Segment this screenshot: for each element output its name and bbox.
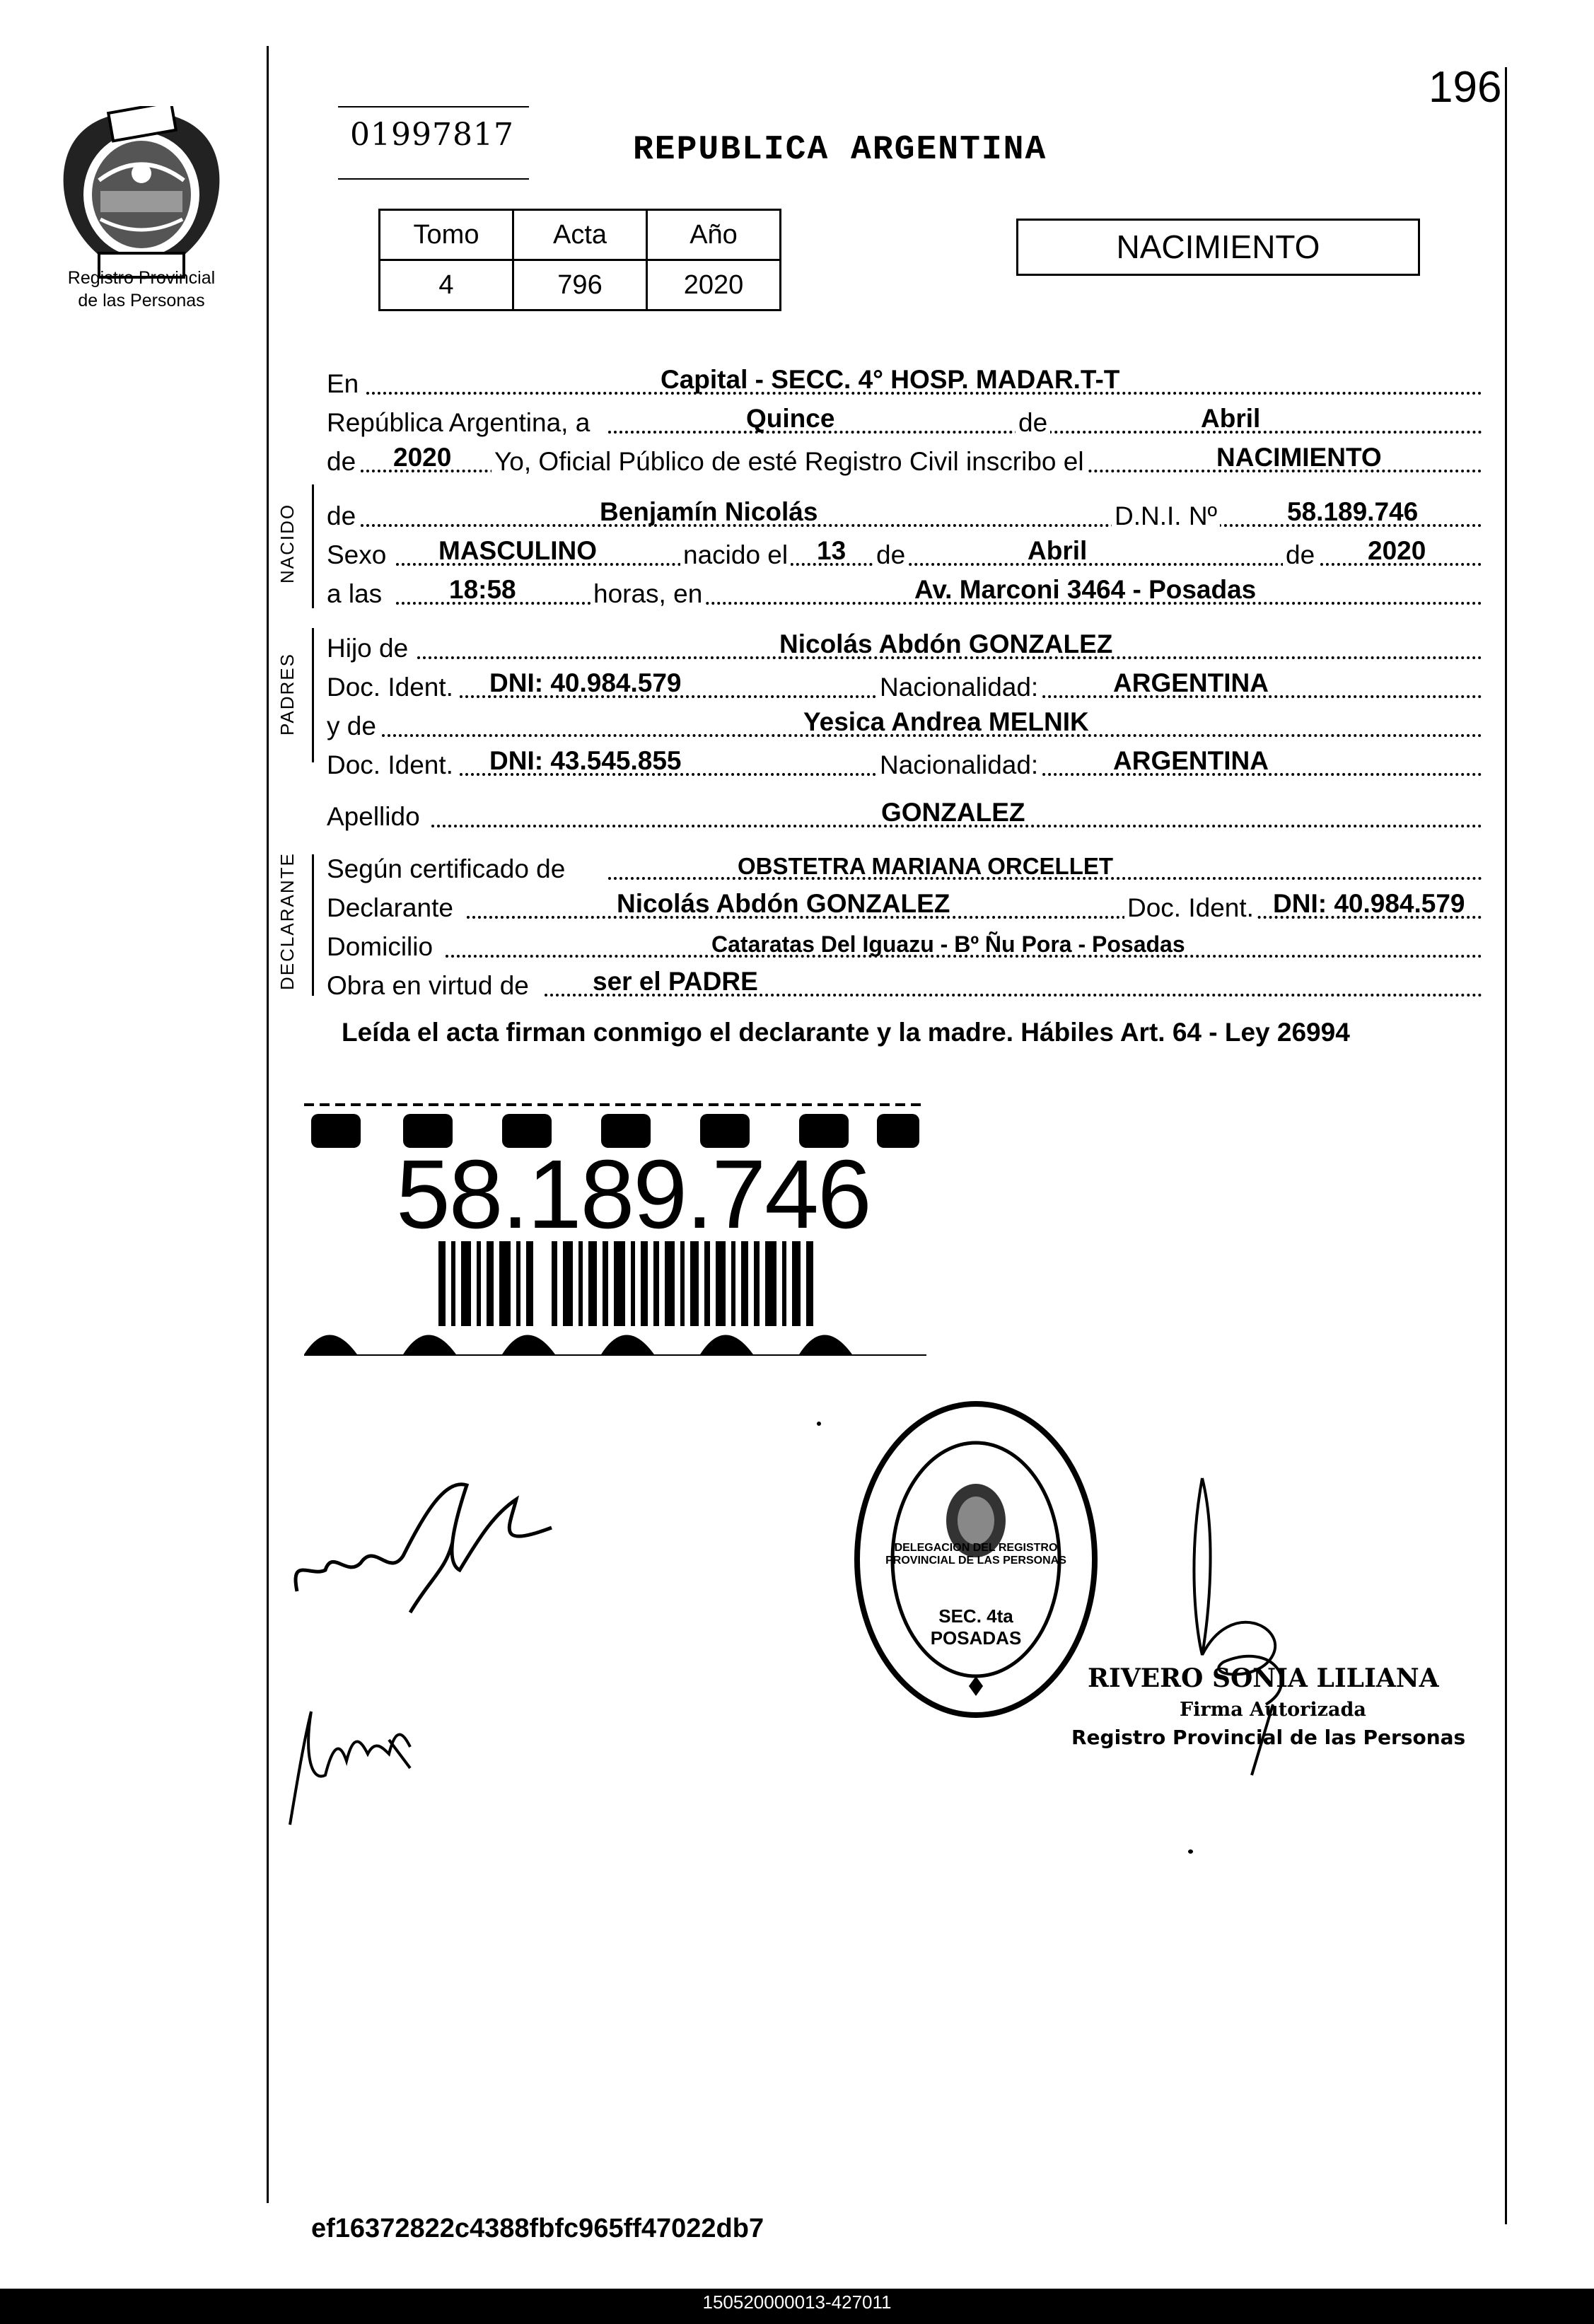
ano-value: 2020 xyxy=(647,260,781,310)
birth-day: 13 xyxy=(817,536,847,565)
padres-bar xyxy=(312,628,314,762)
tomo-value: 4 xyxy=(380,260,513,310)
birth-de2-label: de xyxy=(1283,540,1317,570)
speck xyxy=(1188,1849,1193,1854)
hijo-de-label: Hijo de xyxy=(327,634,411,663)
row-y-de xyxy=(325,702,1482,741)
birth-month: Abril xyxy=(1028,536,1088,565)
mother-doc: DNI: 43.545.855 xyxy=(489,746,682,775)
document-title: REPUBLICA ARGENTINA xyxy=(633,131,1047,169)
row-mother-doc xyxy=(325,740,1482,780)
left-margin-line xyxy=(267,46,269,2203)
row-year xyxy=(325,437,1482,477)
mother-signature xyxy=(269,1697,424,1832)
registry-table-header-row xyxy=(380,210,781,260)
nacido-el-label: nacido el xyxy=(680,540,791,570)
footer-code: 150520000013-427011 xyxy=(702,2291,892,2313)
mother-nationality: ARGENTINA xyxy=(1113,746,1269,775)
row-declarante xyxy=(325,883,1482,923)
signer-org: Registro Provincial de las Personas xyxy=(1071,1726,1466,1749)
father-doc-label: Doc. Ident. xyxy=(327,673,456,702)
misiones-seal-logo xyxy=(50,106,233,283)
dni-label: D.N.I. Nº xyxy=(1112,501,1220,531)
row-hijo-de xyxy=(325,624,1482,663)
logo-caption-line1: Registro Provincial xyxy=(67,268,216,288)
nacido-section-label: NACIDO xyxy=(277,503,298,583)
sticker-dni-number: 58.189.746 xyxy=(396,1140,871,1249)
domicilio-value: Cataratas Del Iguazu - Bº Ñu Pora - Posadas xyxy=(711,931,1185,957)
ano-header: Año xyxy=(647,210,781,260)
obra-label: Obra en virtud de xyxy=(327,971,532,1001)
nacido-bar xyxy=(312,484,314,608)
father-nac-label: Nacionalidad: xyxy=(877,673,1041,702)
declarante-bar xyxy=(312,854,314,996)
row-domicilio xyxy=(325,922,1482,962)
sexo-label: Sexo xyxy=(327,540,389,570)
serial-underline xyxy=(338,178,529,180)
apellido-value: GONZALEZ xyxy=(881,798,1025,827)
page-number: 196 xyxy=(1429,63,1502,112)
row-en xyxy=(325,359,1482,399)
oficial-text: Yo, Oficial Público de esté Registro Civil inscribo el xyxy=(491,447,1087,477)
day-value: Quince xyxy=(746,404,835,433)
declarante-doc-label: Doc. Ident. xyxy=(1124,893,1257,923)
child-dni: 58.189.746 xyxy=(1287,497,1419,526)
father-doc: DNI: 40.984.579 xyxy=(489,668,682,697)
row-hora xyxy=(325,569,1482,609)
de2-label: de xyxy=(327,447,359,477)
certificado-label: Según certificado de xyxy=(327,854,568,884)
row-nacido-name xyxy=(325,492,1482,531)
signer-role: Firma Autorizada xyxy=(1180,1699,1366,1721)
record-type-box: NACIMIENTO xyxy=(1016,219,1420,276)
horas-en-label: horas, en xyxy=(591,579,705,609)
stamp-inner-text: SEC. 4ta POSADAS xyxy=(930,1605,1022,1649)
signer-name: RIVERO SONIA LILIANA xyxy=(1088,1663,1439,1693)
obra-value: ser el PADRE xyxy=(593,967,758,996)
inscribo-value: NACIMIENTO xyxy=(1216,443,1382,472)
mother-nac-label: Nacionalidad: xyxy=(877,750,1041,780)
nacido-de-label: de xyxy=(327,501,359,531)
declarante-label: Declarante xyxy=(327,893,456,923)
registry-table xyxy=(378,209,781,311)
speck xyxy=(817,1422,821,1426)
father-name: Nicolás Abdón GONZALEZ xyxy=(779,629,1113,658)
padres-section-label: PADRES xyxy=(277,653,298,736)
birth-year: 2020 xyxy=(1368,536,1426,565)
en-value: Capital - SECC. 4° HOSP. MADAR.T-T xyxy=(661,365,1120,394)
month-value: Abril xyxy=(1201,404,1261,433)
closing-statement: Leída el acta firman conmigo el declarante y la madre. Hábiles Art. 64 - Ley 26994 xyxy=(342,1018,1350,1047)
registry-table-value-row xyxy=(380,260,781,310)
a-las-label: a las xyxy=(327,579,385,609)
declarante-signature xyxy=(283,1471,580,1634)
logo-caption-line2: de las Personas xyxy=(78,291,205,310)
declarante-value: Nicolás Abdón GONZALEZ xyxy=(617,889,950,918)
acta-header: Acta xyxy=(513,210,647,260)
acta-value: 796 xyxy=(513,260,647,310)
row-sexo xyxy=(325,530,1482,570)
birth-place: Av. Marconi 3464 - Posadas xyxy=(914,575,1257,604)
serial-top-line xyxy=(338,106,529,108)
apellido-label: Apellido xyxy=(327,802,423,832)
row-obra xyxy=(325,961,1482,1001)
row-apellido xyxy=(325,792,1482,832)
child-name: Benjamín Nicolás xyxy=(600,497,818,526)
declarante-doc: DNI: 40.984.579 xyxy=(1273,889,1465,918)
tomo-header: Tomo xyxy=(380,210,513,260)
row-republica xyxy=(325,398,1482,438)
row-certificado xyxy=(325,844,1482,884)
birth-de-label: de xyxy=(873,540,908,570)
sexo-value: MASCULINO xyxy=(438,536,598,565)
year-value: 2020 xyxy=(393,443,452,472)
birth-hour: 18:58 xyxy=(449,575,516,604)
mother-name: Yesica Andrea MELNIK xyxy=(803,707,1089,736)
row-father-doc xyxy=(325,663,1482,702)
right-margin-line xyxy=(1505,67,1507,2224)
y-de-label: y de xyxy=(327,711,379,741)
document-hash: ef16372822c4388fbfc965ff47022db7 xyxy=(311,2214,764,2243)
en-label: En xyxy=(327,369,361,399)
mother-doc-label: Doc. Ident. xyxy=(327,750,456,780)
father-nationality: ARGENTINA xyxy=(1113,668,1269,697)
serial-number: 01997817 xyxy=(350,117,514,153)
domicilio-label: Domicilio xyxy=(327,932,436,962)
certificado-value: OBSTETRA MARIANA ORCELLET xyxy=(738,853,1114,879)
republica-label: República Argentina, a xyxy=(327,408,593,438)
de-label: de xyxy=(1016,408,1050,438)
declarante-section-label: DECLARANTE xyxy=(277,852,298,990)
stamp-ring-text: DELEGACION DEL REGISTRO PROVINCIAL DE LAS PERSONAS xyxy=(885,1542,1066,1567)
